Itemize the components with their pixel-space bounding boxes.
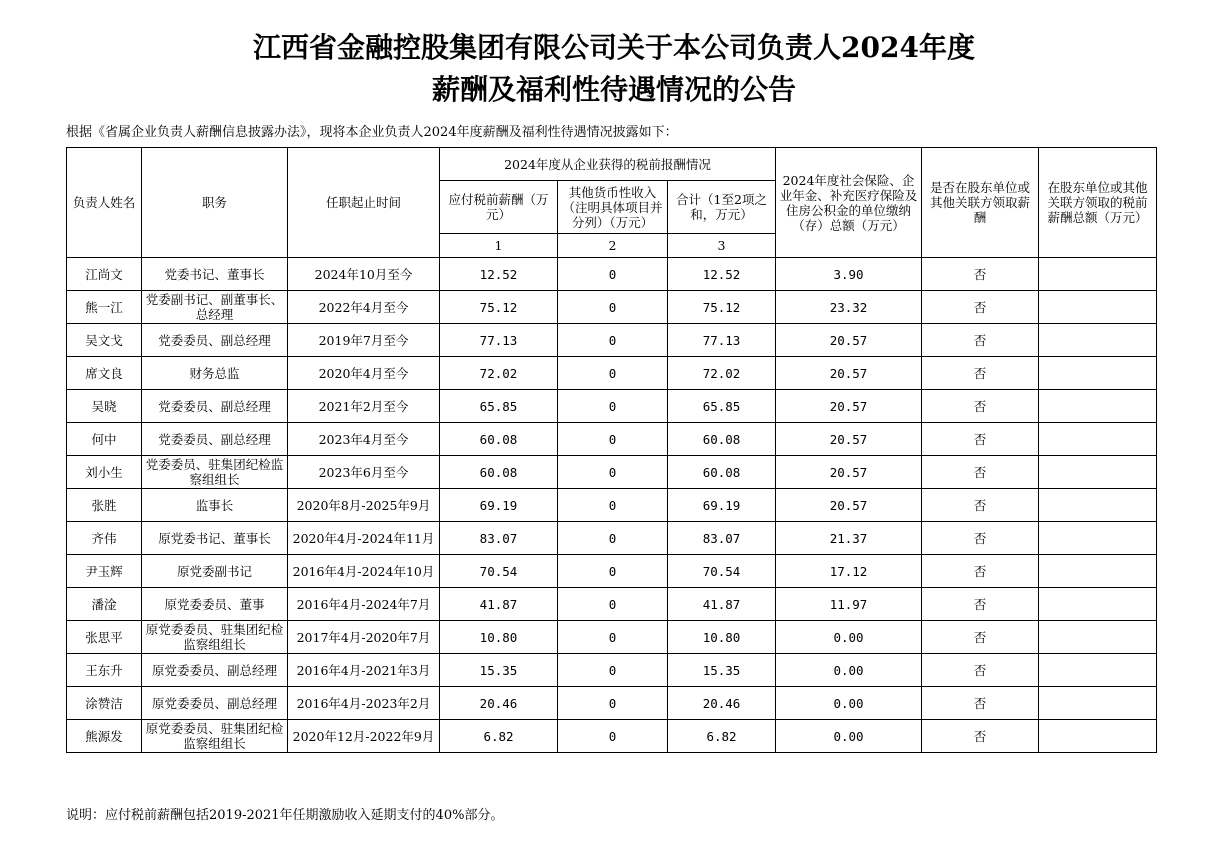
cell-shareholder-amount	[1039, 258, 1157, 291]
cell-other: 0	[558, 489, 668, 522]
cell-insurance: 0.00	[776, 687, 922, 720]
cell-shareholder-flag: 否	[922, 522, 1039, 555]
cell-other: 0	[558, 291, 668, 324]
cell-total: 41.87	[668, 588, 776, 621]
cell-name: 席文良	[67, 357, 142, 390]
intro-text: 根据《省属企业负责人薪酬信息披露办法》，现将本企业负责人2024年度薪酬及福利性待遇情况披露如下：	[66, 125, 678, 140]
cell-shareholder-flag: 否	[922, 390, 1039, 423]
cell-position: 原党委书记、董事长	[142, 522, 288, 555]
cell-total: 10.80	[668, 621, 776, 654]
cell-term: 2022年4月至今	[288, 291, 440, 324]
table-row	[67, 720, 1157, 753]
cell-shareholder-amount	[1039, 423, 1157, 456]
cell-total: 75.12	[668, 291, 776, 324]
cell-term: 2023年4月至今	[288, 423, 440, 456]
cell-shareholder-flag: 否	[922, 357, 1039, 390]
cell-position: 原党委委员、董事	[142, 588, 288, 621]
cell-total: 12.52	[668, 258, 776, 291]
cell-term: 2023年6月至今	[288, 456, 440, 489]
header-salary: 应付税前薪酬（万元）	[440, 181, 558, 234]
cell-other: 0	[558, 357, 668, 390]
cell-other: 0	[558, 555, 668, 588]
cell-shareholder-flag: 否	[922, 720, 1039, 753]
cell-term: 2017年4月-2020年7月	[288, 621, 440, 654]
cell-name: 熊源发	[67, 720, 142, 753]
header-name: 负责人姓名	[67, 148, 142, 258]
cell-shareholder-flag: 否	[922, 588, 1039, 621]
table-row	[67, 456, 1157, 489]
cell-salary: 70.54	[440, 555, 558, 588]
table-row	[67, 621, 1157, 654]
header-other: 其他货币性收入（注明具体项目并分列）（万元）	[558, 181, 668, 234]
cell-total: 77.13	[668, 324, 776, 357]
title-line-2: 薪酬及福利性待遇情况的公告	[431, 73, 796, 106]
cell-name: 何中	[67, 423, 142, 456]
cell-salary: 60.08	[440, 456, 558, 489]
cell-shareholder-amount	[1039, 324, 1157, 357]
cell-salary: 20.46	[440, 687, 558, 720]
cell-insurance: 20.57	[776, 357, 922, 390]
cell-other: 0	[558, 687, 668, 720]
cell-other: 0	[558, 390, 668, 423]
cell-salary: 60.08	[440, 423, 558, 456]
cell-term: 2020年8月-2025年9月	[288, 489, 440, 522]
cell-term: 2021年2月至今	[288, 390, 440, 423]
cell-other: 0	[558, 258, 668, 291]
cell-position: 原党委副书记	[142, 555, 288, 588]
cell-term: 2016年4月-2024年7月	[288, 588, 440, 621]
header-position: 职务	[142, 148, 288, 258]
table-row	[67, 324, 1157, 357]
footnote: 说明：应付税前薪酬包括2019-2021年任期激励收入延期支付的40%部分。	[66, 808, 504, 823]
table-row	[67, 588, 1157, 621]
header-insurance: 2024年度社会保险、企业年金、补充医疗保险及住房公积金的单位缴纳（存）总额（万元）	[776, 148, 922, 258]
cell-insurance: 0.00	[776, 720, 922, 753]
cell-term: 2020年4月至今	[288, 357, 440, 390]
cell-shareholder-amount	[1039, 489, 1157, 522]
cell-total: 15.35	[668, 654, 776, 687]
table-row	[67, 522, 1157, 555]
cell-name: 潘淦	[67, 588, 142, 621]
cell-shareholder-amount	[1039, 588, 1157, 621]
cell-name: 齐伟	[67, 522, 142, 555]
cell-shareholder-flag: 否	[922, 555, 1039, 588]
cell-total: 83.07	[668, 522, 776, 555]
cell-total: 70.54	[668, 555, 776, 588]
cell-term: 2016年4月-2024年10月	[288, 555, 440, 588]
cell-salary: 10.80	[440, 621, 558, 654]
title-line-1: 江西省金融控股集团有限公司关于本公司负责人2024年度	[253, 31, 975, 64]
cell-shareholder-flag: 否	[922, 687, 1039, 720]
cell-shareholder-amount	[1039, 720, 1157, 753]
cell-name: 尹玉辉	[67, 555, 142, 588]
cell-term: 2020年4月-2024年11月	[288, 522, 440, 555]
table-row	[67, 258, 1157, 291]
cell-name: 江尚文	[67, 258, 142, 291]
cell-salary: 15.35	[440, 654, 558, 687]
cell-shareholder-amount	[1039, 687, 1157, 720]
cell-insurance: 3.90	[776, 258, 922, 291]
cell-salary: 6.82	[440, 720, 558, 753]
cell-insurance: 20.57	[776, 456, 922, 489]
cell-total: 20.46	[668, 687, 776, 720]
cell-other: 0	[558, 522, 668, 555]
cell-name: 涂赞洁	[67, 687, 142, 720]
cell-total: 60.08	[668, 456, 776, 489]
cell-insurance: 11.97	[776, 588, 922, 621]
cell-shareholder-amount	[1039, 654, 1157, 687]
cell-shareholder-flag: 否	[922, 456, 1039, 489]
table-row	[67, 489, 1157, 522]
cell-insurance: 20.57	[776, 390, 922, 423]
cell-shareholder-amount	[1039, 522, 1157, 555]
cell-shareholder-flag: 否	[922, 621, 1039, 654]
table-row	[67, 654, 1157, 687]
cell-term: 2020年12月-2022年9月	[288, 720, 440, 753]
cell-term: 2019年7月至今	[288, 324, 440, 357]
cell-position: 原党委委员、副总经理	[142, 687, 288, 720]
cell-name: 张胜	[67, 489, 142, 522]
cell-shareholder-amount	[1039, 456, 1157, 489]
header-col-1: 1	[440, 234, 558, 258]
cell-name: 熊一江	[67, 291, 142, 324]
header-group: 2024年度从企业获得的税前报酬情况	[440, 148, 776, 181]
cell-shareholder-flag: 否	[922, 489, 1039, 522]
cell-shareholder-amount	[1039, 357, 1157, 390]
cell-position: 财务总监	[142, 357, 288, 390]
cell-shareholder-amount	[1039, 291, 1157, 324]
cell-position: 党委副书记、副董事长、总经理	[142, 291, 288, 324]
cell-shareholder-amount	[1039, 555, 1157, 588]
cell-position: 党委书记、董事长	[142, 258, 288, 291]
cell-total: 72.02	[668, 357, 776, 390]
cell-position: 党委委员、副总经理	[142, 324, 288, 357]
cell-salary: 69.19	[440, 489, 558, 522]
cell-salary: 77.13	[440, 324, 558, 357]
cell-insurance: 20.57	[776, 423, 922, 456]
header-col-2: 2	[558, 234, 668, 258]
header-shareholder-flag: 是否在股东单位或其他关联方领取薪酬	[922, 148, 1039, 258]
cell-total: 60.08	[668, 423, 776, 456]
cell-shareholder-flag: 否	[922, 654, 1039, 687]
cell-name: 吴晓	[67, 390, 142, 423]
cell-position: 原党委委员、驻集团纪检监察组组长	[142, 621, 288, 654]
cell-position: 原党委委员、副总经理	[142, 654, 288, 687]
cell-shareholder-flag: 否	[922, 423, 1039, 456]
cell-name: 张思平	[67, 621, 142, 654]
cell-other: 0	[558, 654, 668, 687]
cell-shareholder-amount	[1039, 621, 1157, 654]
cell-name: 刘小生	[67, 456, 142, 489]
header-term: 任职起止时间	[288, 148, 440, 258]
cell-shareholder-flag: 否	[922, 291, 1039, 324]
table-row	[67, 423, 1157, 456]
cell-other: 0	[558, 423, 668, 456]
cell-insurance: 0.00	[776, 654, 922, 687]
cell-position: 党委委员、驻集团纪检监察组组长	[142, 456, 288, 489]
cell-position: 党委委员、副总经理	[142, 390, 288, 423]
header-col-3: 3	[668, 234, 776, 258]
cell-other: 0	[558, 588, 668, 621]
cell-other: 0	[558, 720, 668, 753]
cell-insurance: 23.32	[776, 291, 922, 324]
cell-salary: 72.02	[440, 357, 558, 390]
cell-shareholder-flag: 否	[922, 324, 1039, 357]
cell-salary: 83.07	[440, 522, 558, 555]
cell-total: 6.82	[668, 720, 776, 753]
cell-insurance: 0.00	[776, 621, 922, 654]
salary-table	[66, 147, 1157, 753]
cell-term: 2016年4月-2023年2月	[288, 687, 440, 720]
cell-salary: 75.12	[440, 291, 558, 324]
cell-other: 0	[558, 324, 668, 357]
cell-insurance: 21.37	[776, 522, 922, 555]
header-shareholder-amount: 在股东单位或其他关联方领取的税前薪酬总额（万元）	[1039, 148, 1157, 258]
table-row	[67, 390, 1157, 423]
cell-salary: 12.52	[440, 258, 558, 291]
cell-salary: 41.87	[440, 588, 558, 621]
cell-insurance: 20.57	[776, 489, 922, 522]
cell-position: 党委委员、副总经理	[142, 423, 288, 456]
table-row	[67, 291, 1157, 324]
cell-position: 原党委委员、驻集团纪检监察组组长	[142, 720, 288, 753]
cell-position: 监事长	[142, 489, 288, 522]
cell-other: 0	[558, 456, 668, 489]
header-total: 合计（1至2项之和，万元）	[668, 181, 776, 234]
cell-name: 王东升	[67, 654, 142, 687]
table-row	[67, 555, 1157, 588]
cell-other: 0	[558, 621, 668, 654]
cell-shareholder-flag: 否	[922, 258, 1039, 291]
table-row	[67, 687, 1157, 720]
cell-insurance: 17.12	[776, 555, 922, 588]
cell-insurance: 20.57	[776, 324, 922, 357]
table-row	[67, 357, 1157, 390]
cell-term: 2016年4月-2021年3月	[288, 654, 440, 687]
cell-shareholder-amount	[1039, 390, 1157, 423]
cell-name: 吴文戈	[67, 324, 142, 357]
cell-total: 69.19	[668, 489, 776, 522]
cell-total: 65.85	[668, 390, 776, 423]
cell-salary: 65.85	[440, 390, 558, 423]
cell-term: 2024年10月至今	[288, 258, 440, 291]
